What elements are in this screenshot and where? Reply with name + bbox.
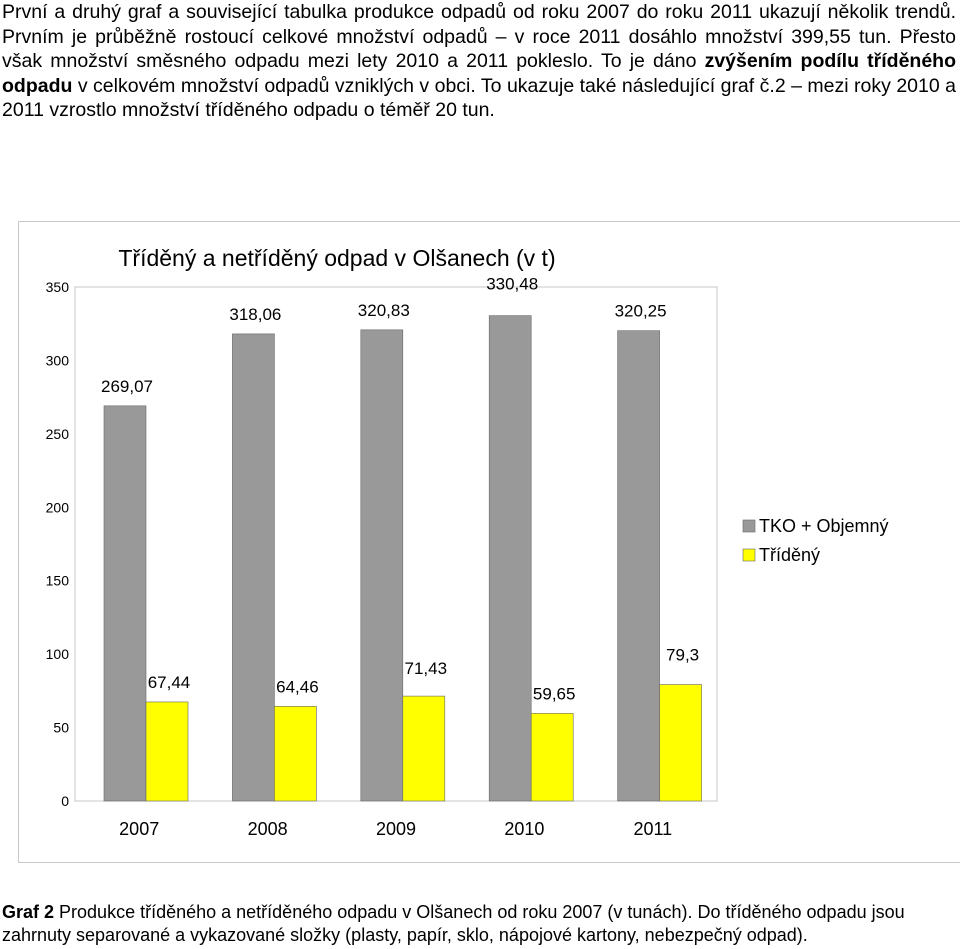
chart-frame bbox=[18, 221, 960, 863]
intro-text-part1: První a druhý graf a související tabulka produkce odpadů od roku 2007 do roku 2011 ukazují několik trendů. Prvním je průběžně rostoucí celkové množství odpadů – v roce 2011 dosáhlo množství 399,55 tun. Přesto však množství směsného odpadu mezi lety 2010 a 2011 pokleslo. To je dáno bbox=[2, 1, 956, 73]
x-tick-label: 2010 bbox=[504, 819, 545, 839]
chart-title: Tříděný a netříděný odpad v Olšanech (v t) bbox=[118, 245, 556, 271]
y-tick-label: 150 bbox=[45, 572, 69, 589]
intro-text-part2: v celkovém množství odpadů vzniklých v obci. To ukazuje také následující graf č.2 – mezi roky 2010 a 2011 vzrostlo množství tříděného odpadu o téměř 20 tun. bbox=[2, 74, 956, 122]
y-tick-label: 0 bbox=[61, 793, 69, 809]
bar bbox=[104, 406, 146, 801]
bar bbox=[660, 685, 702, 801]
y-tick-label: 300 bbox=[45, 352, 69, 369]
bar bbox=[232, 334, 274, 801]
y-tick-label: 100 bbox=[45, 646, 69, 663]
bar bbox=[489, 316, 531, 801]
y-tick-label: 350 bbox=[45, 279, 69, 295]
data-label: 318,06 bbox=[229, 304, 282, 324]
legend-label: Tříděný bbox=[759, 545, 821, 565]
data-label: 320,83 bbox=[357, 300, 410, 320]
x-tick-label: 2009 bbox=[375, 819, 417, 839]
y-tick-label: 200 bbox=[45, 499, 69, 516]
data-label: 79,3 bbox=[666, 645, 700, 665]
bar bbox=[403, 696, 445, 801]
bar bbox=[618, 331, 660, 801]
data-label: 71,43 bbox=[404, 659, 448, 679]
x-tick-label: 2011 bbox=[633, 819, 673, 839]
legend-swatch bbox=[743, 549, 755, 561]
y-tick-label: 50 bbox=[53, 719, 69, 736]
bar bbox=[531, 713, 573, 801]
legend-swatch bbox=[743, 520, 755, 532]
x-tick-label: 2007 bbox=[119, 819, 160, 839]
intro-text-bold: zvýšením podílu tříděného odpadu bbox=[2, 50, 956, 97]
caption-label: Graf 2 bbox=[2, 902, 55, 922]
data-label: 64,46 bbox=[276, 677, 319, 697]
y-tick-label: 250 bbox=[45, 425, 69, 442]
data-label: 269,07 bbox=[101, 376, 153, 396]
bar bbox=[146, 702, 188, 801]
data-label: 320,25 bbox=[614, 301, 667, 321]
bar bbox=[274, 706, 316, 801]
bar-chart bbox=[19, 222, 960, 862]
data-label: 330,48 bbox=[486, 274, 539, 294]
bar bbox=[361, 330, 403, 801]
figure-caption bbox=[2, 901, 956, 947]
x-tick-label: 2008 bbox=[247, 819, 288, 839]
caption-text: Produkce tříděného a netříděného odpadu v Olšanech od roku 2007 (v tunách). Do tříděného odpadu jsou zahrnuty separované a vykazované složky (plasty, papír, sklo, nápojové kartony, nebezpečný odpad). bbox=[2, 902, 905, 945]
legend-label: TKO + Objemný bbox=[759, 516, 889, 536]
data-label: 59,65 bbox=[532, 684, 576, 704]
intro-paragraph bbox=[2, 0, 956, 123]
data-label: 67,44 bbox=[147, 672, 191, 692]
